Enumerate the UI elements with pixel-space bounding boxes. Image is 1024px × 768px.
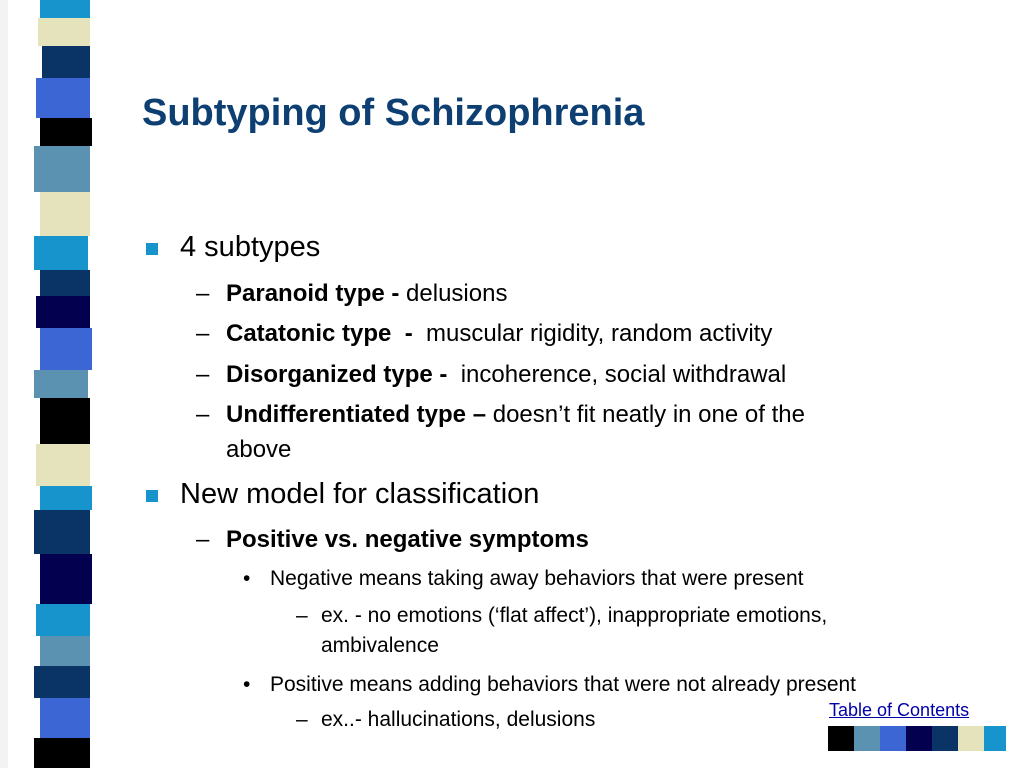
dash-marker: – [296,604,308,627]
color-swatch [880,726,906,751]
subtype-undifferentiated-cont: above [226,436,292,463]
subtype-undifferentiated [226,401,805,429]
bullet-4-subtypes: 4 subtypes [180,231,321,263]
subtype-disorganized-label: Disorganized type - [226,361,455,388]
subtype-paranoid-desc: delusions [406,280,508,307]
dash-marker: – [196,361,210,388]
bullet-new-model: New model for classification [180,478,540,510]
subtype-catatonic-label: Catatonic type - [226,320,420,347]
dash-marker: – [296,708,308,731]
table-of-contents-link[interactable]: Table of Contents [829,700,970,720]
subtype-catatonic-desc: muscular rigidity, random activity [419,320,773,347]
subtype-disorganized [226,361,786,389]
subtype-paranoid [226,280,507,308]
color-swatch [906,726,932,751]
slide-title: Subtyping of Schizophrenia [142,92,645,134]
color-swatch [828,726,854,751]
negative-definition: Negative means taking away behaviors that were present [270,567,804,590]
dash-marker: – [196,526,210,553]
dash-marker: – [196,320,210,347]
color-swatch [984,726,1006,751]
subtype-undifferentiated-label: Undifferentiated type – [226,401,493,428]
positive-vs-negative: Positive vs. negative symptoms [226,526,589,553]
positive-example: ex..- hallucinations, delusions [321,708,596,731]
subtype-disorganized-desc: incoherence, social withdrawal [454,361,787,388]
dash-marker: – [196,280,210,307]
positive-definition: Positive means adding behaviors that were not already present [270,673,857,696]
square-bullet-icon [146,243,158,255]
color-swatch [958,726,984,751]
subtype-paranoid-label: Paranoid type - [226,280,407,307]
negative-example-cont: ambivalence [321,634,439,657]
color-swatch [932,726,958,751]
dot-marker: • [243,567,251,590]
color-swatch [854,726,880,751]
square-bullet-icon [146,490,158,502]
dash-marker: – [196,401,210,428]
subtype-undifferentiated-desc: doesn’t fit neatly in one of the [492,401,805,428]
negative-example: ex. - no emotions (‘flat affect’), inappropriate emotions, [321,604,828,627]
subtype-catatonic [226,320,772,348]
dot-marker: • [243,673,251,696]
